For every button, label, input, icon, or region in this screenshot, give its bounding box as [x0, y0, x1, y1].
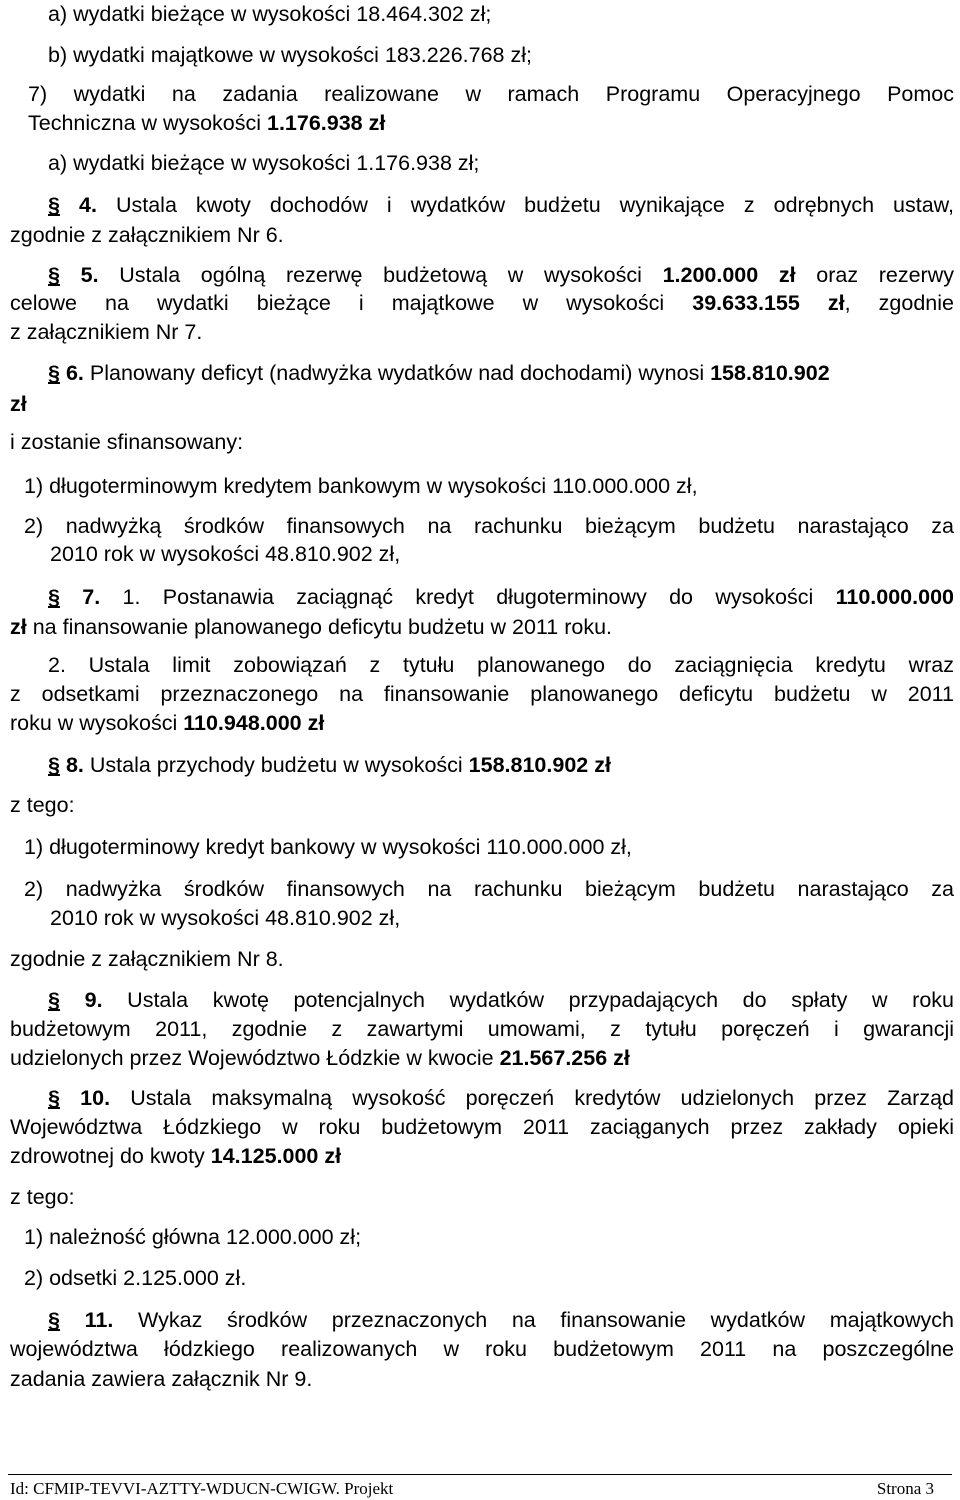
- text-line: zadania zawiera załącznik Nr 9.: [10, 1367, 313, 1391]
- footer-page-number: Strona 3: [876, 1479, 934, 1498]
- section-9: § 9. Ustala kwotę potencjalnych wydatków przypadających do spłaty w roku: [48, 988, 954, 1012]
- text-line: roku w wysokości 110.948.000 zł: [10, 711, 325, 735]
- list-item: 2) nadwyżka środków finansowych na rachunku bieżącym budżetu narastająco za: [24, 877, 954, 901]
- text-line: zgodnie z załącznikiem Nr 6.: [10, 223, 284, 247]
- text-line: b) wydatki majątkowe w wysokości 183.226.768 zł;: [48, 43, 532, 67]
- section-6: § 6. Planowany deficyt (nadwyżka wydatków nad dochodami) wynosi 158.810.902: [48, 361, 830, 385]
- text-line: zgodnie z załącznikiem Nr 8.: [10, 947, 284, 971]
- section-5: § 5. Ustala ogólną rezerwę budżetową w wysokości 1.200.000 zł oraz rezerwy: [48, 263, 954, 287]
- section-8: § 8. Ustala przychody budżetu w wysokości 158.810.902 zł: [48, 753, 611, 777]
- text-line: 2. Ustala limit zobowiązań z tytułu planowanego do zaciągnięcia kredytu wraz: [48, 653, 954, 677]
- text-line: z załącznikiem Nr 7.: [10, 320, 203, 344]
- text-line: zdrowotnej do kwoty 14.125.000 zł: [10, 1144, 342, 1168]
- text-line: z odsetkami przeznaczonego na finansowanie planowanego deficytu budżetu w 2011: [10, 682, 954, 706]
- text-line: zł: [10, 392, 27, 416]
- text-line: z tego:: [10, 793, 75, 817]
- list-item: 1) długoterminowy kredyt bankowy w wysokości 110.000.000 zł,: [24, 835, 632, 859]
- text-line: celowe na wydatki bieżące i majątkowe w wysokości 39.633.155 zł, zgodnie: [10, 291, 954, 315]
- text-line: zł na finansowanie planowanego deficytu budżetu w 2011 roku.: [10, 615, 613, 639]
- text-line: 7) wydatki na zadania realizowane w ramach Programu Operacyjnego Pomoc: [28, 82, 954, 106]
- text-line: a) wydatki bieżące w wysokości 1.176.938 zł;: [48, 151, 480, 175]
- list-item: 2) nadwyżką środków finansowych na rachunku bieżącym budżetu narastająco za: [24, 514, 954, 538]
- section-4: § 4. Ustala kwoty dochodów i wydatków budżetu wynikające z odrębnych ustaw,: [48, 193, 954, 217]
- list-item: 1) należność główna 12.000.000 zł;: [24, 1225, 362, 1249]
- text-line: Województwa Łódzkiego w roku budżetowym 2011 zaciąganych przez zakłady opieki: [10, 1115, 954, 1139]
- text-line: udzielonych przez Województwo Łódzkie w kwocie 21.567.256 zł: [10, 1046, 630, 1070]
- text-line: z tego:: [10, 1185, 75, 1209]
- text-line: budżetowym 2011, zgodnie z zawartymi umowami, z tytułu poręczeń i gwarancji: [10, 1017, 954, 1041]
- text-line: 2010 rok w wysokości 48.810.902 zł,: [50, 906, 401, 930]
- section-10: § 10. Ustala maksymalną wysokość poręczeń kredytów udzielonych przez Zarząd: [48, 1086, 954, 1110]
- section-11: § 11. Wykaz środków przeznaczonych na finansowanie wydatków majątkowych: [48, 1308, 954, 1332]
- text-line: a) wydatki bieżące w wysokości 18.464.302 zł;: [48, 2, 492, 26]
- footer-divider: [8, 1474, 952, 1475]
- list-item: 1) długoterminowym kredytem bankowym w wysokości 110.000.000 zł,: [24, 474, 698, 498]
- list-item: 2) odsetki 2.125.000 zł.: [24, 1266, 247, 1290]
- text-line: i zostanie sfinansowany:: [10, 430, 244, 454]
- section-7: § 7. 1. Postanawia zaciągnąć kredyt długoterminowy do wysokości 110.000.000: [48, 585, 954, 609]
- text-line: województwa łódzkiego realizowanych w roku budżetowym 2011 na poszczególne: [10, 1337, 954, 1361]
- text-line: 2010 rok w wysokości 48.810.902 zł,: [50, 542, 401, 566]
- footer-document-id: Id: CFMIP-TEVVI-AZTTY-WDUCN-CWIGW. Projekt: [10, 1479, 394, 1498]
- text-line: Techniczna w wysokości 1.176.938 zł: [28, 111, 386, 135]
